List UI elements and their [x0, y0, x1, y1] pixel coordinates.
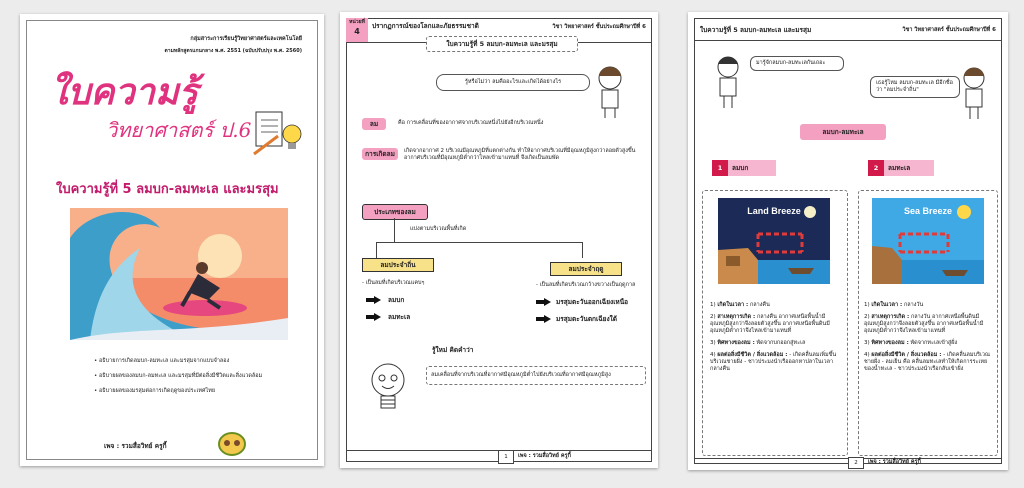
- footer-credit: เพจ : รวมสื่อวิทย์ ครูกี้: [518, 453, 571, 459]
- arrow-icon: [374, 296, 381, 304]
- info-item: 3) ทิศทางของลม : พัดจากทะเลเข้าสู่ฝั่ง: [864, 340, 958, 346]
- page-number: 1: [498, 450, 514, 464]
- objective-list: [94, 358, 304, 395]
- kids-logo-icon: [218, 432, 246, 456]
- knowledge-page-1: [340, 12, 658, 468]
- land-breeze-diagram: [718, 198, 830, 284]
- arrow-icon: [536, 300, 544, 304]
- sea-breeze-info: [864, 302, 992, 373]
- know-title: รู้ใหม่ คิดคำว่า: [432, 346, 474, 354]
- sea-breeze-number: 2: [868, 160, 884, 176]
- seasonal-item: มรสุมตะวันออกเฉียงเหนือ: [556, 298, 629, 306]
- cause-text: เกิดจากอากาศ 2 บริเวณมีอุณหภูมิที่แตกต่างกัน ทำให้อากาศบริเวณที่มีอุณหภูมิสูงกว่าลอยตัวสูงขึ้น อากาศบริเวณที่มีอุณหภูมิต่ำกว่าไหลเข้ามาแทนที่ จึงเกิดเป็นลมพัด: [404, 148, 636, 161]
- speech-bubble: รู้หรือไม่ว่า ลมคืออะไรและเกิดได้อย่างไร: [436, 74, 590, 91]
- unit-label: หน่วยที่: [349, 19, 365, 25]
- sea-breeze-title: Sea Breeze: [903, 206, 953, 216]
- connector-line: [394, 218, 395, 242]
- curriculum: ตามหลักสูตรแกนกลาง พ.ศ. 2551 (ฉบับปรับปรุง พ.ศ. 2560): [164, 48, 302, 54]
- cause-label: การเกิดลม: [362, 148, 398, 160]
- arrow-icon: [366, 298, 374, 302]
- sheet-title: ใบความรู้ที่ 5 ลมบก-ลมทะเล และมรสุม: [56, 182, 279, 197]
- objective-item: • อธิบายผลของลมบก-ลมทะเล และมรสุมที่มีต่อสิ่งมีชีวิตและสิ่งแวดล้อม: [94, 373, 263, 379]
- boy-character: [710, 54, 746, 110]
- seasonal-desc: - เป็นลมที่เกิดบริเวณกว้างขวางเป็นฤดูกาล: [536, 282, 636, 288]
- sea-breeze-label: ลมทะเล: [868, 160, 934, 176]
- types-label: ประเภทของลม: [362, 204, 428, 220]
- info-item: 1) เกิดในเวลา : กลางคืน: [710, 302, 770, 308]
- surfer-illustration: [70, 208, 288, 340]
- info-item: 4) ผลต่อสิ่งมีชีวิต / สิ่งแวดล้อม : - เกิดคลื่นลมเพิ่มขึ้นบริเวณชายฝั่ง - ชาวประมงนำเรือออกหาปลาในเวลากลางคืน: [710, 352, 837, 372]
- girl-character: [956, 64, 992, 122]
- info-item: 2) สาเหตุการเกิด : กลางวัน อากาศเหนือพื้นดินมีอุณหภูมิสูงกว่าจึงลอยตัวสูงขึ้น อากาศเหนือพื้นน้ำมีอุณหภูมิต่ำกว่าจึงไหลเข้ามาแทนที่: [864, 314, 984, 334]
- arrow-icon: [374, 313, 381, 321]
- land-breeze-label: ลมบก: [712, 160, 776, 176]
- seasonal-item: มรสุมตะวันตกเฉียงใต้: [556, 315, 618, 323]
- arrow-icon: [544, 298, 551, 306]
- header-divider: [694, 40, 1002, 41]
- types-subtitle: แบ่งตามบริเวณพื้นที่เกิด: [410, 226, 467, 232]
- cover-subtitle: วิทยาศาสตร์ ป.6: [106, 118, 252, 142]
- info-item: 4) ผลต่อสิ่งมีชีวิต / สิ่งแวดล้อม : - เกิดคลื่นลมบริเวณชายฝั่ง - ลมเย็น คือ คลื่นลมทะเลทำให้เกิดการระเหยของน้ำทะเล - ชาวประมงนำเรือกลับเข้าฝั่ง: [864, 352, 991, 372]
- connector-line: [376, 242, 377, 258]
- speech-bubble-2: เธอรู้ไหม ลมบก-ลมทะเล มีอีกชื่อว่า "ลมประจำถิ่น": [870, 76, 960, 98]
- info-item: 2) สาเหตุการเกิด : กลางคืน อากาศเหนือพื้นน้ำมีอุณหภูมิสูงกว่าจึงลอยตัวสูงขึ้น อากาศเหนือพื้นดินมีอุณหภูมิต่ำกว่าจึงไหลเข้ามาแทนที่: [710, 314, 830, 334]
- sea-breeze-diagram: [872, 198, 984, 284]
- arrow-icon: [544, 315, 551, 323]
- header-title: ปรากฏการณ์ของโลกและภัยธรรมชาติ: [372, 22, 479, 30]
- unit-number: 4: [354, 27, 360, 36]
- header-title: ใบความรู้ที่ 5 ลมบก-ลมทะเล และมรสุม: [700, 26, 812, 34]
- notebook-bulb-icon: [252, 106, 304, 164]
- connector-line: [582, 242, 583, 258]
- know-text: ลมเคลื่อนที่จากบริเวณที่อากาศมีอุณหภูมิต่ำไปยังบริเวณที่อากาศมีอุณหภูมิสูง: [426, 366, 646, 385]
- objective-item: • อธิบายการเกิดลมบก-ลมทะเล และมรสุมจากแบบจำลอง: [94, 358, 230, 364]
- land-breeze-info: [710, 302, 842, 373]
- wind-label: ลม: [362, 118, 386, 130]
- page-number: 2: [848, 457, 864, 469]
- local-item: ลมทะเล: [388, 313, 411, 321]
- info-item: 1) เกิดในเวลา : กลางวัน: [864, 302, 924, 308]
- info-item: 3) ทิศทางของลม : พัดจากบกออกสู่ทะเล: [710, 340, 806, 346]
- header-subject: วิชา วิทยาศาสตร์ ชั้นประถมศึกษาปีที่ 6: [552, 24, 646, 30]
- land-breeze-title: Land Breeze: [747, 206, 801, 216]
- local-desc: - เป็นลมที่เกิดบริเวณแคบๆ: [362, 280, 425, 286]
- speech-bubble-1: มารู้จักลมบก-ลมทะเลกันเถอะ: [750, 56, 844, 71]
- cover-page: [20, 14, 324, 466]
- arrow-icon: [536, 317, 544, 321]
- local-wind-label: ลมประจำถิ่น: [362, 258, 434, 272]
- lightbulb-character: [366, 360, 410, 418]
- wind-definition: คือ การเคลื่อนที่ของอากาศจากบริเวณหนึ่งไปยังอีกบริเวณหนึ่ง: [398, 120, 544, 126]
- knowledge-page-2: [688, 12, 1008, 470]
- arrow-icon: [366, 315, 374, 319]
- local-item: ลมบก: [388, 296, 405, 304]
- seasonal-wind-label: ลมประจำฤดู: [550, 262, 622, 276]
- unit-tag: [346, 18, 368, 42]
- connector-line: [376, 242, 582, 243]
- subject-group: กลุ่มสาระการเรียนรู้วิทยาศาสตร์และเทคโนโลยี: [190, 36, 302, 42]
- header-subject: วิชา วิทยาศาสตร์ ชั้นประถมศึกษาปีที่ 6: [902, 27, 996, 33]
- girl-character: [590, 64, 630, 120]
- section-title: ลมบก-ลมทะเล: [800, 124, 886, 140]
- objective-item: • อธิบายผลของมรสุมต่อการเกิดฤดูของประเทศไทย: [94, 388, 216, 394]
- footer-credit: เพจ : รวมสื่อวิทย์ ครูกี้: [104, 442, 167, 450]
- land-breeze-number: 1: [712, 160, 728, 176]
- footer-credit: เพจ : รวมสื่อวิทย์ ครูกี้: [868, 459, 921, 465]
- cover-title: ใบความรู้: [50, 71, 199, 113]
- sheet-title: ใบความรู้ที่ 5 ลมบก-ลมทะเล และมรสุม: [426, 36, 578, 52]
